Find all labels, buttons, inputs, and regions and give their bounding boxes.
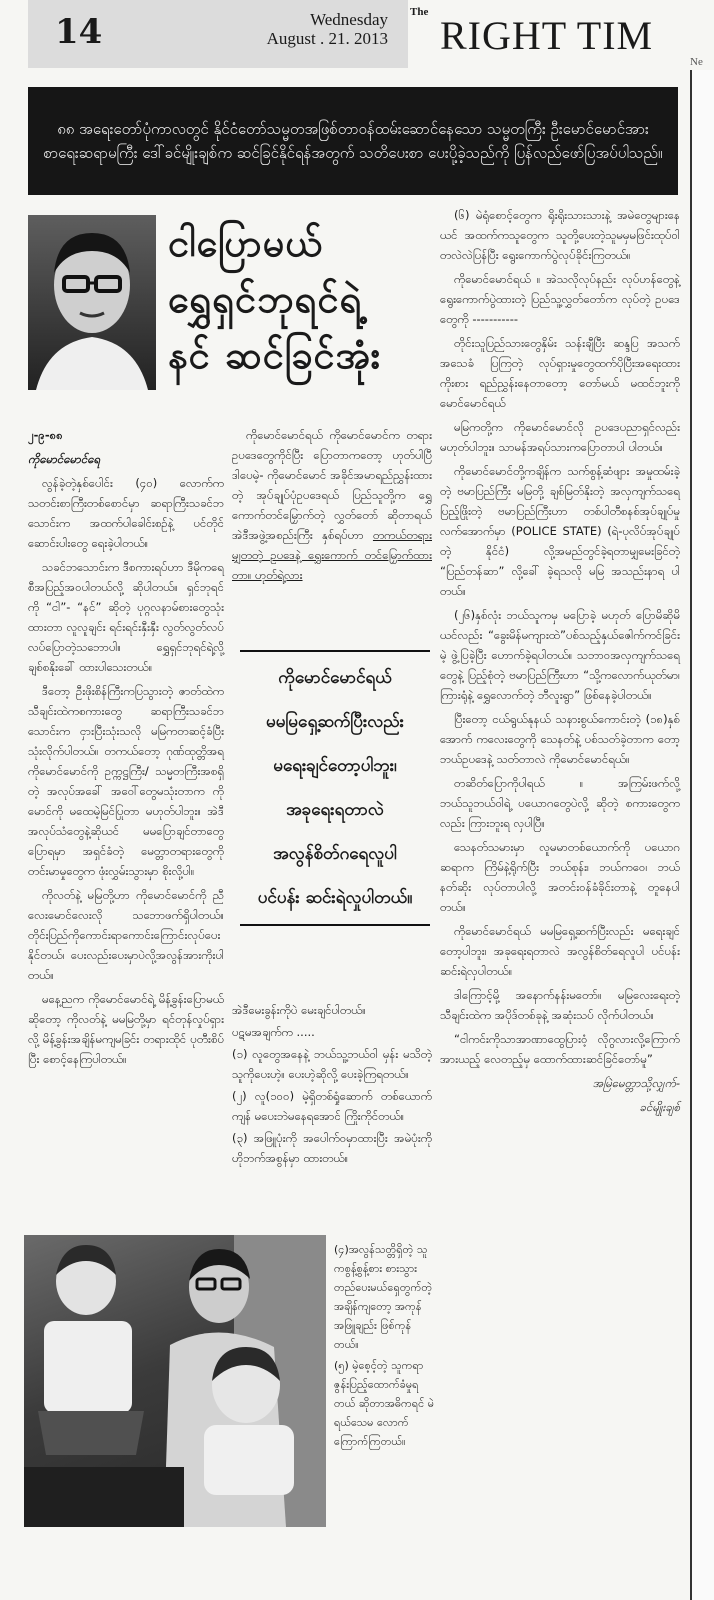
masthead: RIGHT TIM: [440, 13, 654, 58]
issue-date: [248, 10, 388, 48]
weekday: Wednesday: [310, 10, 388, 29]
pull-quote-line: အလွန်စိတ်ဂရေလူပါ: [273, 844, 397, 864]
paragraph: တိုင်းသူပြည်သားတွေနှိမ်း သန်းချီပြီး ဆန္ဒပြ အသက်အသေခံ ပြကြတဲ့ လုပ်ရှားမှုတွေထက်ပိုပြီးအရေးထား ကိုးစား ရည်ညွှန်းနေတာတော့ တော်မယ် မထင်ဘူးကိုမောင်မောင်ရယ်: [440, 336, 680, 410]
numbered-list-continued: [334, 1240, 434, 1453]
author-signature: ခင်မျိုးချစ်: [639, 1100, 680, 1114]
masthead-prefix: The: [410, 6, 429, 18]
paragraph: သေနတ်သမားမှာ လူမမာတစ်ယောက်ကို ပယောဂဆရာက ကြိမ်နဲ့ရိုက်ပြီး ဘယ်စုန်း၊ ဘယ်ကဝေ၊ ဘယ်နတ်ဆိုး လုပ်တာပါလို့ အတင်းဝန်ခံခိုင်းတာနဲ့ တူနေပါတယ်။: [440, 840, 680, 914]
list-item: (၃) အဖြူပုံးကို အပေါက်ဝမှာထားပြီး အမဲပုံးကို ဟိုဘက်အစွန်မှာ ထားတယ်။: [232, 1131, 432, 1165]
adjacent-column-strip: [690, 70, 714, 1600]
paragraph: ကိုမောင်မောင်တို့ကချိန်က သက်စွန့်ဆံဖျား အမှုထမ်းခဲ့တဲ့ ဗမာပြည်ကြီး မမြတို့ ချစ်မြတ်နိုးတဲ့ အလှကျက်သရေပြည့်ဖြိုးတဲ့ ဗမာပြည်ကြီးဟာ တစ်ပါတီစနစ်အုပ်ချုပ်မှုလက်အောက်မှာ (POLICE STATE) (ရဲ-ပုလိပ်အုပ်ချုပ်တဲ့ နိုင်ငံ) လို့အမည်တွင်ခဲ့ရတာမျှမေးခြင်တဲ့ “ပြည်တန်ဆာ” လို့ခေါ် ခဲ့ရသလို မမြ အသည်းနာရ ပါတယ်။: [440, 464, 680, 598]
headline: [168, 215, 438, 383]
date-line: August . 21. 2013: [266, 29, 388, 48]
headline-line-3: နင် ဆင်ခြင်အုံး: [168, 333, 382, 377]
family-photo-illustration: [24, 1235, 326, 1527]
list-item: (၅) မဲ့စေ့င့်တဲ့ သူကရာဇွန်းပြည့်ထောက်ခံမှုရတယ် ဆိုတာအဓိကရင် မဲရယ်သေမ လောက်ကြောက်ကြတယ်။: [334, 1359, 434, 1448]
paragraph: လွန်ခဲ့တဲ့နှစ်ပေါင်း (၄၀) လောက်က သတင်းစာကြီးတစ်စောင်မှာ ဆရာကြီးသခင်ဘသောင်းက အထက်ပါခေါင်းစဉ်နဲ့ ပင်တိုင်ဆောင်းပါးတွေ ရေးခဲ့ပါတယ်။: [28, 476, 224, 550]
paragraph: (၂၆)နှစ်လုံး ဘယ်သူကမှ မပြောခဲ့ မဟုတ် ပြောမိဆိုမိယင်လည်း “ခွေးမိန်မကျားထဲ”ပစ်သည့်နှယ်ဇေါက်ကင်ခြင်းမဲ့ ဖွဲ့ပြခဲ့ပြီး ဟောက်ခဲ့ရပါတယ်။ သဘာဝအလှကျက်သရေတွေနဲ့ ပြည့်စုံတဲ့ ဗမာပြည်ကြီးဟာ “သို့ကလောက်ယုတ်မာ၊ ကြားရုံနဲ့ ရွှေလောက်တဲ့ ဘီလူးရွာ” ဖြစ်နေခဲ့ပါတယ်။: [440, 608, 680, 702]
list-item: (၄)အလွန်သတ္တိရှိတဲ့ သူကစွန့်စွန့်စား စားသွားတည်ပေးမယ်ရှေတွက်တဲ့ အချိန်ကျတော့ အကုန်အဖြူချည်း ဖြစ်ကုန်တယ်။: [334, 1243, 433, 1351]
dateline: ၂-၉-၈၈: [28, 428, 63, 442]
family-photo: [24, 1235, 326, 1527]
intro-banner-text: ၈၈ အရေးတော်ပုံကာလတွင် နိုင်ငံတော်သမ္မတအဖြစ်တာဝန်ထမ်းဆောင်နေသော သမ္မတကြီး ဦးမောင်မောင်အား စာရေးဆရာမကြီး ဒေါ်ခင်မျိုးချစ်က ဆင်ခြင်နိုင်ရန်အတွက် သတိပေးစာ ပေးပို့ခဲ့သည်ကို ပြန်လည်ဖော်ပြအပ်ပါသည်။: [43, 120, 663, 162]
paragraph: မမြကတို့က ကိုမောင်မောင်လို ဥပဒေပညာရှင်လည်းမဟုတ်ပါဘူး။ သာမန်အရပ်သားကပြောတာပါ ပါတယ်။: [440, 420, 680, 454]
headline-line-1: ငါပြောမယ်: [168, 221, 324, 265]
paragraph-text: ကိုမောင်မောင်ရယ် ကိုမောင်မောင်က တရားဥပဒေတွေကိုင်ပြီး ပြောတာကတော့ ဟုတ်ပါပြီ ဒါပေမဲ့- ကိုမောင်မောင် အခိုင်အမာရည်ညွှန်းထားတဲ့ အုပ်ချုပ်ပုံဥပဒေရယ် ပြည်သူတို့က ရွှေကောက်တင်မြှောက်တဲ့ လွှတ်တော် ဆိုတာရယ် အဲဒီအဖွဲ့အစည်းကြီး နှစ်ရပ်ဟာ: [232, 428, 432, 542]
pull-quote-line: ပင်ပန်း ဆင်းရဲလှုပါတယ်။: [257, 888, 413, 908]
paragraph: ဒါကြောင့်မို့ အနောက်နန်းမတော်။ မမြလေးရေးတဲ့ သီချင်းထဲက အပိုဒ်တစ်ခုနဲ့ အဆုံးသပ် လိုက်ပါတယ်။: [440, 988, 680, 1022]
paragraph: “ငါကင်းကိုသာအာဏာထွေပြားဝံ့ လိုဂွလားလို့ကြောက်အားယည့် လေတည့်မှ ထောက်ထားဆင်ခြင်တော်မူ”: [440, 1032, 680, 1066]
signoff: အမြဲမေတ္တာသို့လျှက်-: [592, 1076, 680, 1090]
paragraph: သခင်ဘသောင်းက ဒီစကားရပ်ဟာ ဒီမိုကရေစီအပြည့်အဝပါတယ်လို့ ဆိုပါတယ်။ ရှင်ဘုရင်ကို “ငါ”- “နင်” ဆိုတဲ့ ပုဂ္ဂလနာမ်စားတွေသုံးထားတာ လူလူချင်း ရင်းရင်းနှီးနှီး လွတ်လွတ်လပ်လပ်ပြောတဲ့သဘောပါ။ ရွှေရှင်ဘုရင်ရဲ့လို့ ချစ်စနိုးခေါ် ထားပါသေးတယ်။: [28, 560, 224, 674]
portrait-illustration: [28, 215, 156, 390]
list-lead: ပဋမအချက်က .....: [232, 1025, 315, 1039]
numbered-list: [232, 1000, 432, 1170]
article-column-2: [232, 425, 432, 589]
headline-line-2: ရွှေရှင်ဘုရင်ရဲ့: [168, 277, 363, 321]
paragraph: မနေ့ညက ကိုမောင်မောင်ရဲ့ မိန့်ခွန်းပြောမယ်ဆိုတော့ ကိုလတ်နဲ့ မမမြတို့မှာ ရင်တုန်လှုပ်ရှားလို့ မိန့်ခွန်းအချိန်မကျမခြင်း တရားထိုင် ပုတီးစိပ်ပြီး စောင့်နေကြပါတယ်။: [28, 992, 224, 1066]
paragraph: ကိုလတ်နဲ့ မမြတို့ဟာ ကိုမောင်မောင်ကို ညီလေးမောင်လေးလို သဘောဖက်ရှိပါတယ်။ တိုင်းပြည်ကိုကောင်းရာကောင်းကြောင်းလုပ်ပေးနိုင်တယ်၊ ပေးလည်းပေးမှာပဲလို့အလွန်အားကိုးပါတယ်။: [28, 888, 224, 982]
masthead-sub: Ne: [690, 56, 703, 68]
page-number: 14: [55, 12, 103, 52]
article-column-3: [440, 205, 680, 1121]
pull-quote-line: မရေးချင်တော့ပါဘူး၊: [273, 756, 397, 776]
salutation: ကိုမောင်မောင်ရေ: [28, 452, 100, 466]
paragraph: ကိုမောင်မောင်ရယ် ။ အဲသလိုလုပ်နည်း လုပ်ဟန်တွေနဲ့ ရွေးကောက်ပွဲထားတဲ့ ပြည်သူ့လွှတ်တော်က လုပ်တဲ့ ဥပဒေတွေကို -----------: [440, 272, 680, 326]
paragraph: တဆိတ်ပြောကိုပါရယ် ။ အကြမ်းဖက်လို့ ဘယ်သူဘယ်ဝါရဲ့ ပယောဂတွေပဲလို့ ဆိုတဲ့ စကားတွေကလည်း ကြားဘူးရ လှပါပြီ။: [440, 776, 680, 830]
list-intro: အဲဒီမေးခွန်းကိုပဲ မေးချင်ပါတယ်။: [232, 1003, 366, 1017]
paragraph: ပြီးတော့ ငယ်ရွယ်နုနယ် သနားစွယ်ကောင်းတဲ့ (၁၈)နှစ်အောက် ကလေးတွေကို သေနတ်နဲ့ ပစ်သတ်ခဲ့တာက တော့ ဘယ်ဥပဒေနဲ့ သတ်တာလဲ ကိုမောင်မောင်ရယ်။: [440, 712, 680, 766]
pull-quote-line: အခုရေးရတာလဲ: [286, 800, 384, 820]
paragraph: [232, 425, 432, 585]
paragraph: ကိုမောင်မောင်ရယ် မမမြရှေ့ဆက်ပြီးလည်း မရေးချင်တော့ပါဘူး၊ အခုရေးရတာလဲ အလွန်စိတ်ရေလူပါ ပင်ပန်းဆင်းရဲလှပါတယ်။: [440, 924, 680, 978]
portrait-photo: [28, 215, 156, 390]
list-item: (၁) လူတွေအနေနဲ့ ဘယ်သူ့ဘယ်ဝါ မှန်း မသိတဲ့သူကိုပေးဟဲ့။ ပေးဟဲ့ဆိုလို့ ပေးခဲ့ကြရတယ်။: [232, 1047, 432, 1081]
paragraph: ဒီတော့ ဦးဖိုးစိန်ကြီးကပြသွားတဲ့ ဇာတ်ထဲက သီချင်းထဲကစကားတွေ ဆရာကြီးသခင်ဘသောင်းက ငှားပြီးသုံးသလို မမြကတဆင့်ခံပြီး သုံးလိုက်ပါတယ်။ တကယ်တော့ ဂုဏ်ထုတ္တိအရ ကိုမောင်မောင်ကို ဥက္ကဋ္ဌကြီး/ သမ္မတကြီးအစရှိတဲ့ အလုပ်အခေါ် အဝေါ်တွေမသုံးတာက ကိုမောင်ကို မထေမဲ့မြင်ပြုတာ မဟုတ်ပါဘူး။ အဲဒီအလုပ်သံတွေနဲ့ဆိုယင် မမပြောချင်တာတွေ ပြောရမှာ အရှင်ခံတဲ့ မေတ္တာတရားတွေကိုတင်းမာမှုတွေက ဖုံးလွှမ်းသွားမှာ စိုးလို့ပါ။: [28, 684, 224, 878]
list-item: (၂) လူ(၁၀၀) မဲ့ရှိတစ်ရှုံဆောက် တစ်ယောက်ကျန် မပေးဘဲမနေရအောင် ကြိုးကိုင်တယ်။: [232, 1089, 432, 1123]
paragraph: (၆) မဲရုံစောင့်တွေက ရိုးရိုးသားသားနဲ့ အမဲတွေများနေယင် အထက်ကသူတွေက သူတို့ပေးတဲ့သူမမှမဖြင်းထုပ်ဝါတလဲလဲပြန်ပြီး ရွေးကောက်ပွဲလုပ်ခိုင်းကြတယ်။: [440, 208, 680, 262]
article-column-1: [28, 425, 224, 1073]
pull-quote-line: မမမြရှေ့ဆက်ပြီးလည်း: [266, 712, 404, 732]
pull-quote-line: ကိုမောင်မောင်ရယ်: [278, 668, 392, 688]
pull-quote: [240, 650, 430, 926]
underlined-text: တကယ်တရားမျှတတဲ့ ဥပဒေနဲ့ ရွှေးကောက် တင်မြှောက်ထားတာ။ ဟုတ်ရဲ့လား: [232, 528, 432, 582]
intro-banner: [28, 87, 678, 195]
